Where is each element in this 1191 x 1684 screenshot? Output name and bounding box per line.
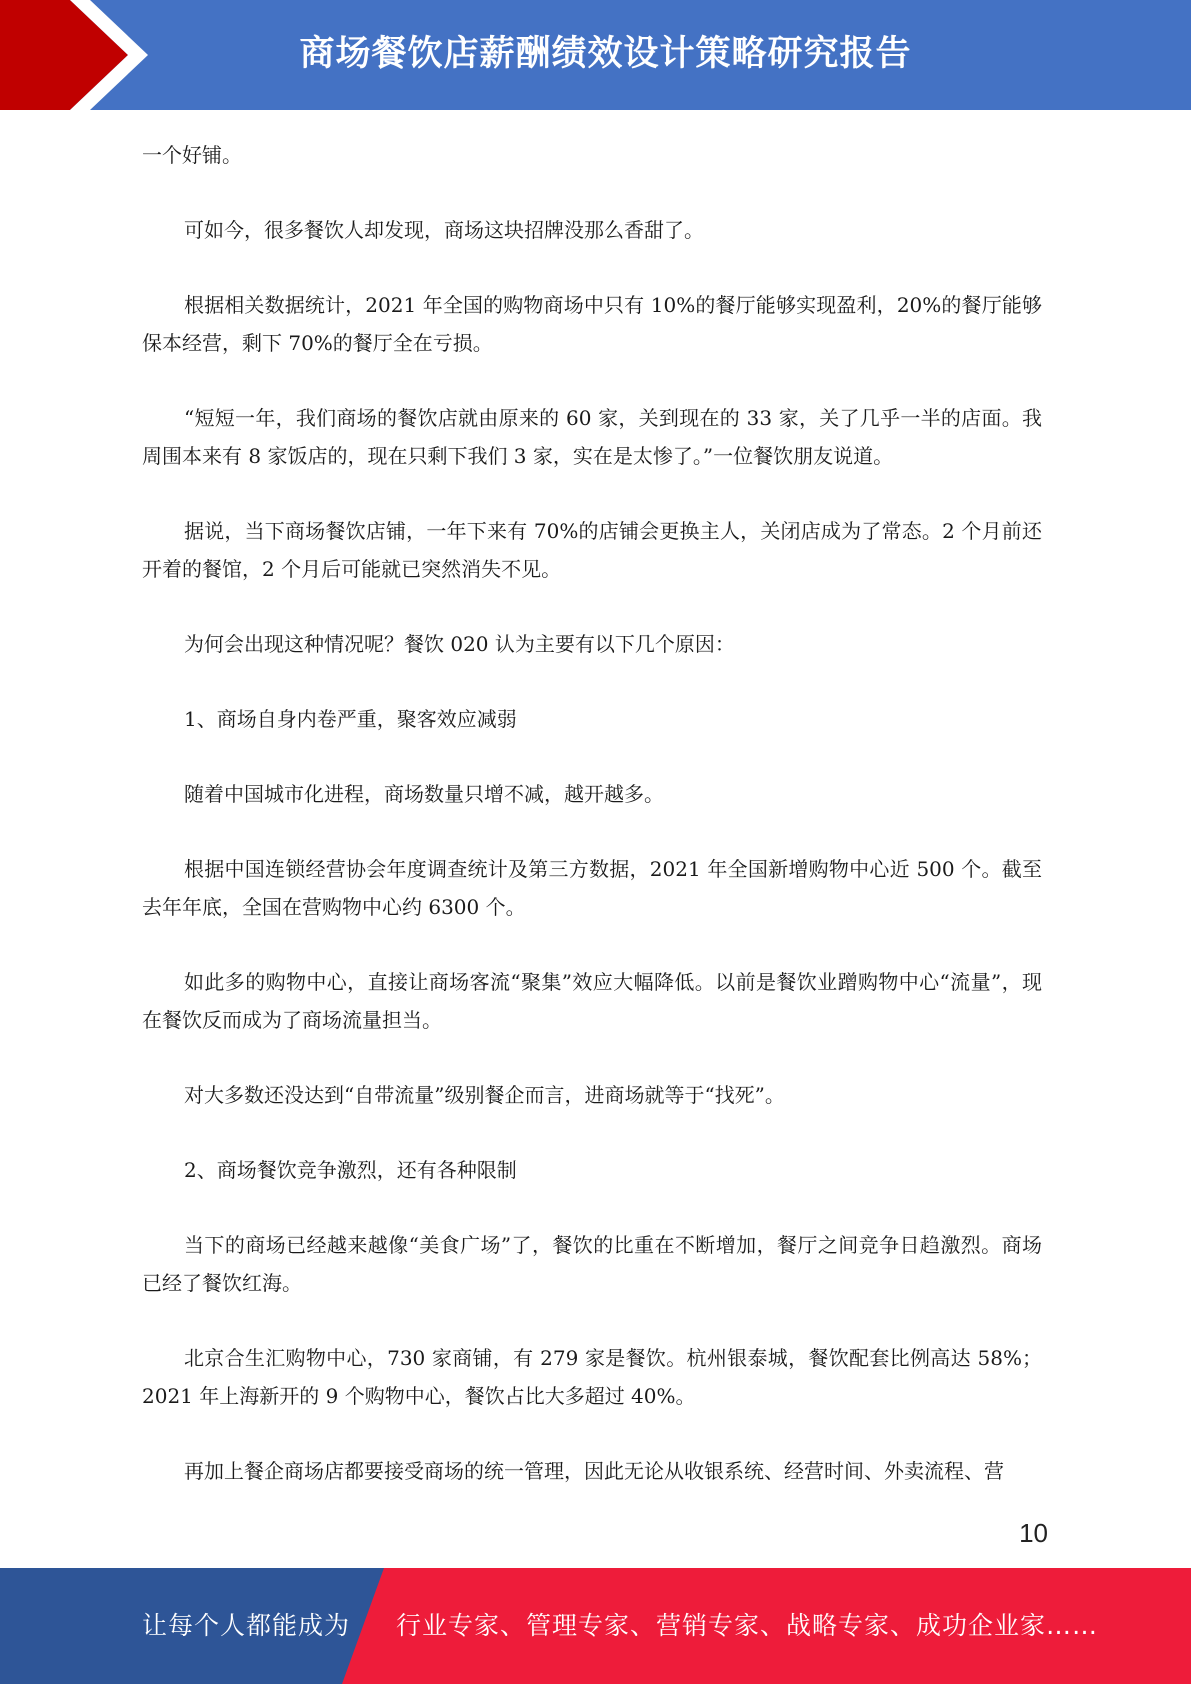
paragraph: 为何会出现这种情况呢？餐饮 020 认为主要有以下几个原因：	[184, 632, 735, 656]
page-number: 10	[1019, 1518, 1048, 1548]
page-header	[0, 0, 1191, 110]
paragraph: 根据相关数据统计，2021 年全国的购物商场中只有 10%的餐厅能够实现盈利，20%的餐厅能够保本经营，剩下 70%的餐厅全在亏损。	[142, 293, 1042, 355]
paragraph: 可如今，很多餐饮人却发现，商场这块招牌没那么香甜了。	[184, 218, 704, 242]
footer-slogan-right: 行业专家、管理专家、营销专家、战略专家、成功企业家……	[396, 1611, 1099, 1640]
paragraph: 据说，当下商场餐饮店铺，一年下来有 70%的店铺会更换主人，关闭店成为了常态。2 个月前还开着的餐馆，2 个月后可能就已突然消失不见。	[142, 519, 1042, 581]
paragraph: “短短一年，我们商场的餐饮店就由原来的 60 家，关到现在的 33 家，关了几乎一半的店面。我周围本来有 8 家饭店的，现在只剩下我们 3 家，实在是太惨了。”一位餐饮朋友说道。	[142, 406, 1042, 468]
section-heading: 2、商场餐饮竞争激烈，还有各种限制	[184, 1158, 517, 1182]
paragraph: 对大多数还没达到“自带流量”级别餐企而言，进商场就等于“找死”。	[184, 1083, 785, 1107]
document-body	[142, 136, 1042, 1527]
paragraph: 再加上餐企商场店都要接受商场的统一管理，因此无论从收银系统、经营时间、外卖流程、营	[184, 1459, 1004, 1483]
paragraph: 一个好铺。	[142, 143, 242, 167]
paragraph: 随着中国城市化进程，商场数量只增不减，越开越多。	[184, 782, 664, 806]
footer-slogan-left: 让每个人都能成为	[142, 1611, 351, 1640]
page-footer	[0, 1568, 1191, 1684]
report-title: 商场餐饮店薪酬绩效设计策略研究报告	[299, 34, 912, 74]
paragraph: 根据中国连锁经营协会年度调查统计及第三方数据，2021 年全国新增购物中心近 500 个。截至去年年底，全国在营购物中心约 6300 个。	[142, 857, 1042, 919]
section-heading: 1、商场自身内卷严重，聚客效应减弱	[184, 707, 517, 731]
paragraph: 当下的商场已经越来越像“美食广场”了，餐饮的比重在不断增加，餐厅之间竞争日趋激烈。商场已经了餐饮红海。	[142, 1233, 1042, 1295]
paragraph: 如此多的购物中心，直接让商场客流“聚集”效应大幅降低。以前是餐饮业蹭购物中心“流量”，现在餐饮反而成为了商场流量担当。	[142, 970, 1042, 1032]
paragraph: 北京合生汇购物中心，730 家商铺，有 279 家是餐饮。杭州银泰城，餐饮配套比例高达 58%；2021 年上海新开的 9 个购物中心，餐饮占比大多超过 40%。	[142, 1346, 1042, 1408]
